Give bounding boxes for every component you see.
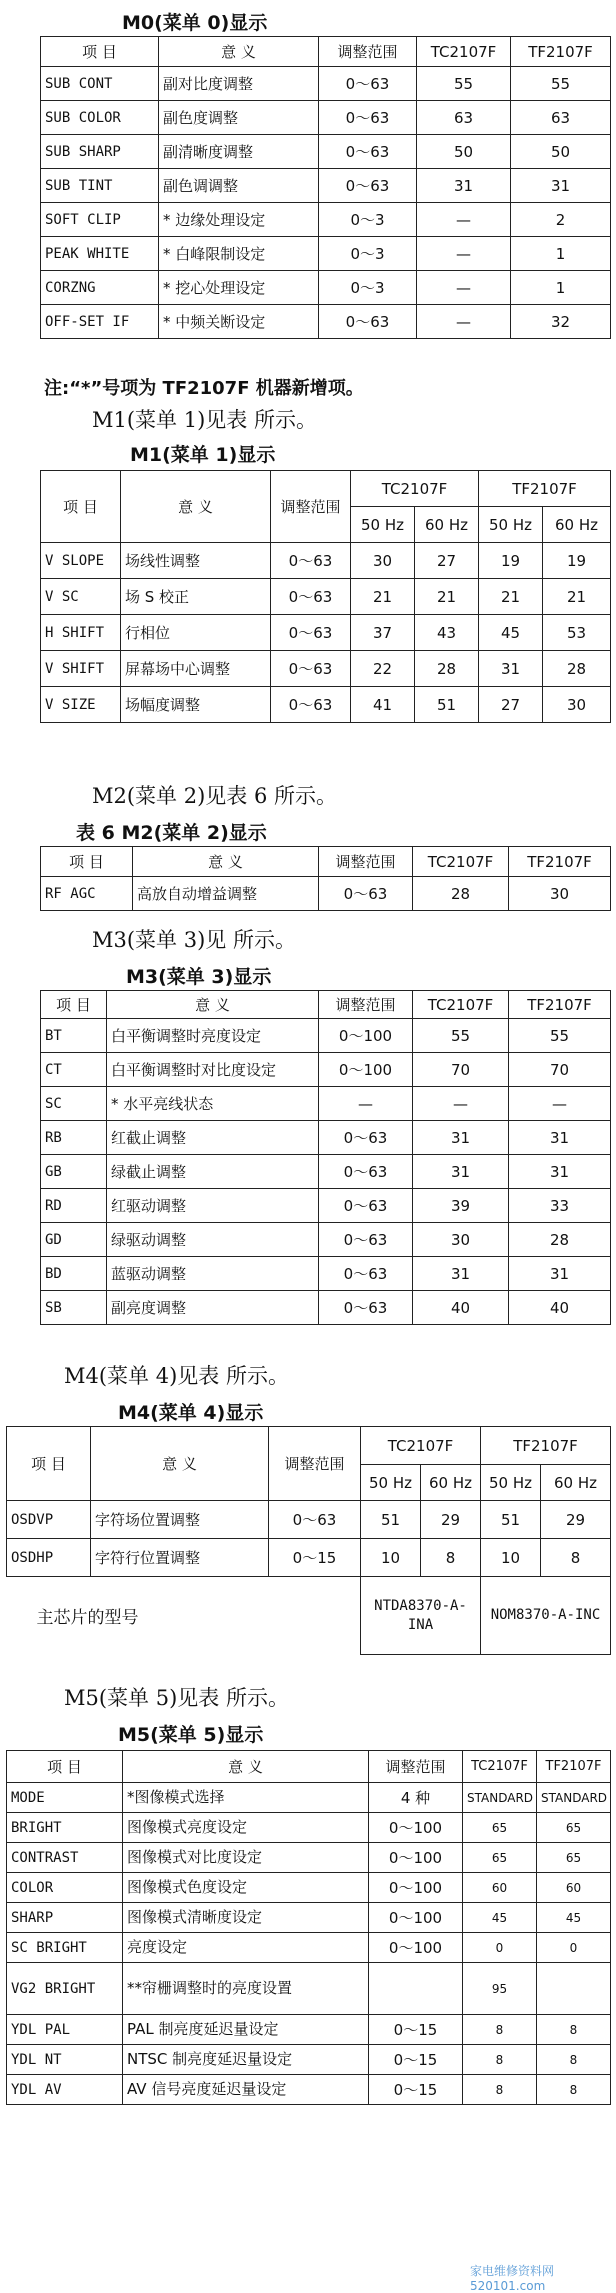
cell-range: 0～100 — [319, 1053, 413, 1087]
cell-value: 31 — [413, 1155, 509, 1189]
header-tf: TF2107F — [509, 991, 611, 1019]
cell-item: CONTRAST — [7, 1843, 123, 1873]
header-item: 项 目 — [41, 847, 133, 877]
cell-meaning: 白平衡调整时对比度设定 — [107, 1053, 319, 1087]
m2-heading: M2(菜单 2)见表 6 所示。 — [92, 784, 337, 808]
cell-item: BRIGHT — [7, 1813, 123, 1843]
cell-range: 0～63 — [319, 1121, 413, 1155]
header-tc: TC2107F — [413, 847, 509, 877]
table-row — [41, 305, 611, 339]
m1-caption: M1(菜单 1)显示 — [130, 444, 276, 466]
header-meaning: 意 义 — [91, 1427, 269, 1501]
cell-item: V SIZE — [41, 687, 121, 723]
table-row — [7, 2045, 611, 2075]
cell-value: 45 — [537, 1903, 611, 1933]
cell-item: OSDHP — [7, 1539, 91, 1577]
cell-value: — — [417, 271, 511, 305]
table-row — [41, 1155, 611, 1189]
table-row — [41, 1291, 611, 1325]
header-range: 调整范围 — [369, 1751, 463, 1783]
cell-meaning: * 边缘处理设定 — [159, 203, 319, 237]
cell-meaning: *图像模式选择 — [123, 1783, 369, 1813]
m2-table — [40, 846, 611, 911]
cell-range — [369, 1963, 463, 2015]
cell-meaning: 蓝驱动调整 — [107, 1257, 319, 1291]
cell-range: 0～63 — [319, 67, 417, 101]
table-row — [41, 1053, 611, 1087]
cell-range: 0～63 — [271, 543, 351, 579]
cell-value: 8 — [537, 2015, 611, 2045]
cell-meaning: NTSC 制亮度延迟量设定 — [123, 2045, 369, 2075]
table-row — [7, 1783, 611, 1813]
cell-meaning: 场幅度调整 — [121, 687, 271, 723]
header-range: 调整范围 — [269, 1427, 361, 1501]
m5-heading: M5(菜单 5)见表 所示。 — [64, 1686, 289, 1710]
cell-value: 10 — [481, 1539, 541, 1577]
cell-value: 31 — [479, 651, 543, 687]
cell-range: 0～15 — [369, 2045, 463, 2075]
table-row — [7, 1501, 611, 1539]
cell-range: — — [319, 1087, 413, 1121]
header-tc: TC2107F — [351, 471, 479, 507]
cell-meaning: **帘栅调整时的亮度设置 — [123, 1963, 369, 2015]
header-60hz: 60 Hz — [415, 507, 479, 543]
table-row — [41, 543, 611, 579]
cell-range: 0～15 — [369, 2015, 463, 2045]
cell-value: 60 — [463, 1873, 537, 1903]
cell-meaning: * 水平亮线状态 — [107, 1087, 319, 1121]
cell-value: 31 — [509, 1155, 611, 1189]
header-tf: TF2107F — [481, 1427, 611, 1465]
cell-range: 0～63 — [319, 101, 417, 135]
cell-item: BD — [41, 1257, 107, 1291]
table-row — [7, 2075, 611, 2105]
cell-range: 0～100 — [319, 1019, 413, 1053]
cell-meaning: AV 信号亮度延迟量设定 — [123, 2075, 369, 2105]
cell-value — [537, 1963, 611, 2015]
cell-meaning: * 白峰限制设定 — [159, 237, 319, 271]
header-tf: TF2107F — [537, 1751, 611, 1783]
header-60hz: 60 Hz — [421, 1465, 481, 1501]
cell-value: 28 — [509, 1223, 611, 1257]
header-item: 项 目 — [41, 991, 107, 1019]
cell-value: 95 — [463, 1963, 537, 2015]
cell-value: — — [509, 1087, 611, 1121]
cell-value: 65 — [537, 1813, 611, 1843]
cell-value: 33 — [509, 1189, 611, 1223]
cell-value: 30 — [413, 1223, 509, 1257]
table-row — [41, 135, 611, 169]
cell-meaning: 白平衡调整时亮度设定 — [107, 1019, 319, 1053]
cell-value: 60 — [537, 1873, 611, 1903]
cell-item: COLOR — [7, 1873, 123, 1903]
m4-caption: M4(菜单 4)显示 — [118, 1402, 264, 1424]
cell-value: 21 — [543, 579, 611, 615]
cell-item: YDL PAL — [7, 2015, 123, 2045]
cell-item: PEAK WHITE — [41, 237, 159, 271]
cell-value: 30 — [509, 877, 611, 911]
m3-caption: M3(菜单 3)显示 — [126, 966, 272, 988]
cell-meaning: 亮度设定 — [123, 1933, 369, 1963]
cell-value: 8 — [463, 2015, 537, 2045]
cell-range: 4 种 — [369, 1783, 463, 1813]
cell-item: SC BRIGHT — [7, 1933, 123, 1963]
m3-table — [40, 990, 611, 1325]
cell-value: 30 — [351, 543, 415, 579]
cell-value: 55 — [413, 1019, 509, 1053]
header-60hz: 60 Hz — [541, 1465, 611, 1501]
cell-meaning: 字符行位置调整 — [91, 1539, 269, 1577]
cell-item: BT — [41, 1019, 107, 1053]
table-row — [41, 237, 611, 271]
cell-value: 8 — [463, 2075, 537, 2105]
header-50hz: 50 Hz — [351, 507, 415, 543]
cell-meaning: 屏幕场中心调整 — [121, 651, 271, 687]
cell-item: RB — [41, 1121, 107, 1155]
cell-range: 0～3 — [319, 237, 417, 271]
cell-range: 0～63 — [271, 615, 351, 651]
cell-meaning: 副亮度调整 — [107, 1291, 319, 1325]
header-tc: TC2107F — [463, 1751, 537, 1783]
cell-value: 31 — [509, 1257, 611, 1291]
table-row — [41, 579, 611, 615]
cell-value: 41 — [351, 687, 415, 723]
cell-value: 1 — [511, 271, 611, 305]
table-row — [41, 877, 611, 911]
cell-range: 0～100 — [369, 1843, 463, 1873]
chip-label: 主芯片的型号 — [7, 1577, 361, 1655]
cell-value: 55 — [511, 67, 611, 101]
cell-meaning: * 中频关断设定 — [159, 305, 319, 339]
header-tc: TC2107F — [361, 1427, 481, 1465]
cell-meaning: 场 S 校正 — [121, 579, 271, 615]
header-item: 项 目 — [41, 471, 121, 543]
cell-item: GD — [41, 1223, 107, 1257]
cell-value: 53 — [543, 615, 611, 651]
header-meaning: 意 义 — [123, 1751, 369, 1783]
cell-value: — — [417, 203, 511, 237]
cell-item: SUB CONT — [41, 67, 159, 101]
cell-meaning: 副对比度调整 — [159, 67, 319, 101]
table-row — [41, 687, 611, 723]
chip-tc: NTDA8370-A-INA — [361, 1577, 481, 1655]
m1-table — [40, 470, 611, 723]
cell-value: — — [417, 237, 511, 271]
cell-value: 31 — [509, 1121, 611, 1155]
cell-meaning: 图像模式对比度设定 — [123, 1843, 369, 1873]
table-row — [41, 1019, 611, 1053]
header-tc: TC2107F — [417, 37, 511, 67]
watermark: 家电维修资料网 520101.com — [470, 2264, 555, 2293]
cell-item: YDL NT — [7, 2045, 123, 2075]
table-row — [7, 1963, 611, 2015]
cell-value: 70 — [509, 1053, 611, 1087]
cell-meaning: 红截止调整 — [107, 1121, 319, 1155]
table-row — [41, 169, 611, 203]
cell-value: 28 — [413, 877, 509, 911]
cell-range: 0～3 — [319, 271, 417, 305]
cell-value: 70 — [413, 1053, 509, 1087]
cell-value: 65 — [463, 1813, 537, 1843]
cell-range: 0～100 — [369, 1873, 463, 1903]
cell-item: RF AGC — [41, 877, 133, 911]
cell-value: 19 — [543, 543, 611, 579]
m5-caption: M5(菜单 5)显示 — [118, 1724, 264, 1746]
cell-item: CORZNG — [41, 271, 159, 305]
header-meaning: 意 义 — [107, 991, 319, 1019]
cell-value: 21 — [351, 579, 415, 615]
cell-value: 51 — [361, 1501, 421, 1539]
header-tf: TF2107F — [511, 37, 611, 67]
table-row — [41, 1087, 611, 1121]
cell-value: 51 — [415, 687, 479, 723]
cell-value: STANDARD — [537, 1783, 611, 1813]
cell-range: 0～63 — [319, 877, 413, 911]
cell-range: 0～15 — [369, 2075, 463, 2105]
header-range: 调整范围 — [319, 991, 413, 1019]
header-meaning: 意 义 — [121, 471, 271, 543]
m2-caption: 表 6 M2(菜单 2)显示 — [76, 822, 267, 844]
cell-item: GB — [41, 1155, 107, 1189]
cell-value: 8 — [537, 2045, 611, 2075]
m3-heading: M3(菜单 3)见 所示。 — [92, 928, 296, 952]
cell-item: V SC — [41, 579, 121, 615]
cell-item: V SHIFT — [41, 651, 121, 687]
cell-range: 0～63 — [319, 1257, 413, 1291]
cell-value: 32 — [511, 305, 611, 339]
cell-meaning: 副色调调整 — [159, 169, 319, 203]
cell-value: 40 — [509, 1291, 611, 1325]
table-row — [7, 2015, 611, 2045]
cell-range: 0～63 — [319, 1189, 413, 1223]
cell-value: — — [417, 305, 511, 339]
cell-value: 55 — [417, 67, 511, 101]
cell-value: 40 — [413, 1291, 509, 1325]
header-range: 调整范围 — [319, 37, 417, 67]
cell-item: OFF-SET IF — [41, 305, 159, 339]
cell-value: — — [413, 1087, 509, 1121]
cell-meaning: 图像模式清晰度设定 — [123, 1903, 369, 1933]
cell-value: 22 — [351, 651, 415, 687]
cell-value: 0 — [463, 1933, 537, 1963]
cell-meaning: 绿驱动调整 — [107, 1223, 319, 1257]
cell-value: 65 — [463, 1843, 537, 1873]
cell-meaning: 副色度调整 — [159, 101, 319, 135]
table-row — [7, 1843, 611, 1873]
cell-value: 8 — [421, 1539, 481, 1577]
cell-value: 45 — [479, 615, 543, 651]
cell-item: OSDVP — [7, 1501, 91, 1539]
table-row — [41, 203, 611, 237]
m0-caption: M0(菜单 0)显示 — [122, 12, 268, 34]
m4-heading: M4(菜单 4)见表 所示。 — [64, 1364, 289, 1388]
cell-value: 1 — [511, 237, 611, 271]
m1-heading: M1(菜单 1)见表 所示。 — [92, 408, 317, 432]
cell-value: 27 — [479, 687, 543, 723]
cell-value: 37 — [351, 615, 415, 651]
header-item: 项 目 — [7, 1751, 123, 1783]
cell-meaning: 红驱动调整 — [107, 1189, 319, 1223]
cell-value: 10 — [361, 1539, 421, 1577]
cell-value: 21 — [479, 579, 543, 615]
header-60hz: 60 Hz — [543, 507, 611, 543]
m4-table — [6, 1426, 611, 1655]
header-meaning: 意 义 — [133, 847, 319, 877]
cell-meaning: 行相位 — [121, 615, 271, 651]
cell-item: RD — [41, 1189, 107, 1223]
header-range: 调整范围 — [319, 847, 413, 877]
header-meaning: 意 义 — [159, 37, 319, 67]
table-row — [41, 271, 611, 305]
cell-value: 0 — [537, 1933, 611, 1963]
cell-range: 0～63 — [319, 1291, 413, 1325]
cell-range: 0～3 — [319, 203, 417, 237]
cell-value: 55 — [509, 1019, 611, 1053]
cell-value: 65 — [537, 1843, 611, 1873]
cell-item: SUB TINT — [41, 169, 159, 203]
cell-item: VG2 BRIGHT — [7, 1963, 123, 2015]
table-row — [41, 1257, 611, 1291]
cell-value: 31 — [511, 169, 611, 203]
header-range: 调整范围 — [271, 471, 351, 543]
cell-value: 2 — [511, 203, 611, 237]
cell-value: 28 — [415, 651, 479, 687]
cell-range: 0～63 — [271, 579, 351, 615]
header-50hz: 50 Hz — [361, 1465, 421, 1501]
table-row — [41, 615, 611, 651]
cell-item: H SHIFT — [41, 615, 121, 651]
header-tc: TC2107F — [413, 991, 509, 1019]
cell-item: CT — [41, 1053, 107, 1087]
cell-value: 63 — [417, 101, 511, 135]
header-50hz: 50 Hz — [479, 507, 543, 543]
cell-value: 27 — [415, 543, 479, 579]
cell-value: 19 — [479, 543, 543, 579]
table-row — [7, 1873, 611, 1903]
table-row — [7, 1539, 611, 1577]
cell-meaning: 字符场位置调整 — [91, 1501, 269, 1539]
cell-range: 0～63 — [271, 687, 351, 723]
cell-value: 30 — [543, 687, 611, 723]
cell-meaning: 高放自动增益调整 — [133, 877, 319, 911]
table-row — [7, 1933, 611, 1963]
cell-range: 0～63 — [269, 1501, 361, 1539]
cell-item: YDL AV — [7, 2075, 123, 2105]
m0-note: 注:“*”号项为 TF2107F 机器新增项。 — [44, 378, 364, 399]
cell-range: 0～63 — [319, 169, 417, 203]
cell-range: 0～100 — [369, 1933, 463, 1963]
table-row — [41, 1121, 611, 1155]
cell-meaning: 副清晰度调整 — [159, 135, 319, 169]
cell-value: 29 — [541, 1501, 611, 1539]
cell-range: 0～63 — [319, 135, 417, 169]
cell-value: 31 — [413, 1257, 509, 1291]
cell-item: SUB SHARP — [41, 135, 159, 169]
cell-item: SC — [41, 1087, 107, 1121]
cell-range: 0～63 — [319, 1223, 413, 1257]
cell-range: 0～15 — [269, 1539, 361, 1577]
table-row — [41, 1223, 611, 1257]
cell-value: 63 — [511, 101, 611, 135]
cell-value: 28 — [543, 651, 611, 687]
cell-value: STANDARD — [463, 1783, 537, 1813]
cell-meaning: PAL 制亮度延迟量设定 — [123, 2015, 369, 2045]
cell-meaning: 图像模式色度设定 — [123, 1873, 369, 1903]
cell-meaning: * 挖心处理设定 — [159, 271, 319, 305]
cell-value: 8 — [537, 2075, 611, 2105]
cell-value: 50 — [417, 135, 511, 169]
header-item: 项 目 — [7, 1427, 91, 1501]
cell-item: SUB COLOR — [41, 101, 159, 135]
cell-meaning: 图像模式亮度设定 — [123, 1813, 369, 1843]
m0-table — [40, 36, 611, 339]
cell-item: SB — [41, 1291, 107, 1325]
table-row — [41, 67, 611, 101]
table-row — [7, 1903, 611, 1933]
cell-value: 21 — [415, 579, 479, 615]
header-50hz: 50 Hz — [481, 1465, 541, 1501]
cell-value: 51 — [481, 1501, 541, 1539]
cell-range: 0～100 — [369, 1903, 463, 1933]
table-row — [41, 1189, 611, 1223]
cell-value: 39 — [413, 1189, 509, 1223]
table-row — [7, 1813, 611, 1843]
cell-item: V SLOPE — [41, 543, 121, 579]
header-tf: TF2107F — [479, 471, 611, 507]
cell-value: 43 — [415, 615, 479, 651]
cell-item: SHARP — [7, 1903, 123, 1933]
cell-item: SOFT CLIP — [41, 203, 159, 237]
table-row — [41, 101, 611, 135]
cell-range: 0～100 — [369, 1813, 463, 1843]
cell-value: 50 — [511, 135, 611, 169]
cell-value: 8 — [541, 1539, 611, 1577]
header-item: 项 目 — [41, 37, 159, 67]
cell-value: 29 — [421, 1501, 481, 1539]
table-row — [41, 651, 611, 687]
header-tf: TF2107F — [509, 847, 611, 877]
chip-tf: NOM8370-A-INC — [481, 1577, 611, 1655]
cell-meaning: 绿截止调整 — [107, 1155, 319, 1189]
cell-range: 0～63 — [271, 651, 351, 687]
cell-meaning: 场线性调整 — [121, 543, 271, 579]
cell-item: MODE — [7, 1783, 123, 1813]
m5-table — [6, 1750, 611, 2105]
cell-range: 0～63 — [319, 1155, 413, 1189]
cell-value: 8 — [463, 2045, 537, 2075]
cell-range: 0～63 — [319, 305, 417, 339]
cell-value: 31 — [413, 1121, 509, 1155]
cell-value: 31 — [417, 169, 511, 203]
cell-value: 45 — [463, 1903, 537, 1933]
